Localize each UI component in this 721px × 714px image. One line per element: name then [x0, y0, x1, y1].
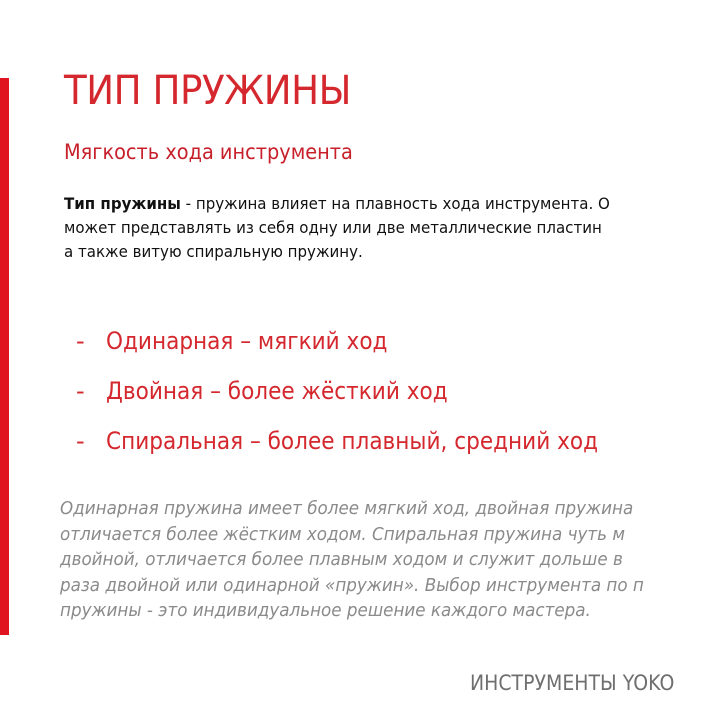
brand-footer: ИНСТРУМЕНТЫ YOKO: [470, 671, 675, 695]
note-paragraph: [60, 496, 721, 624]
description-term: Тип пружины: [64, 194, 181, 213]
description-line-1-rest: - пружина влияет на плавность хода инструмента. О: [180, 194, 610, 213]
list-dash: -: [76, 427, 85, 455]
accent-bar: [0, 78, 9, 635]
description-line-2: может представлять из себя одну или две металлические пластин: [64, 218, 602, 237]
note-line-1: Одинарная пружина имеет более мягкий ход, двойная пружина: [60, 498, 634, 519]
note-line-3: двойной, отличается более плавным ходом и служит дольше в: [60, 549, 623, 570]
note-line-4: раза двойной или одинарной «пружин». Выбор инструмента по п: [60, 574, 644, 596]
list-item: [76, 416, 653, 466]
note-line-2: отличается более жёстким ходом. Спиральная пружина чуть м: [60, 523, 625, 545]
page-title: ТИП ПРУЖИНЫ: [64, 68, 352, 114]
list-item-text: Двойная – более жёсткий ход: [106, 377, 448, 405]
list-dash: -: [76, 327, 85, 355]
list-item: [76, 316, 653, 366]
list-item-text: Одинарная – мягкий ход: [106, 327, 388, 355]
list-item-text: Спиральная – более плавный, средний ход: [106, 427, 599, 455]
description-line-1: [64, 192, 721, 216]
list-dash: -: [76, 377, 85, 405]
note-line-5: пружины - это индивидуальное решение каждого мастера.: [60, 600, 591, 621]
page-subtitle: Мягкость хода инструмента: [64, 140, 353, 164]
list-item: [76, 366, 653, 416]
spring-types-list: [76, 316, 653, 466]
description-line-3: а также витую спиральную пружину.: [64, 242, 363, 261]
description-paragraph: [64, 192, 721, 264]
